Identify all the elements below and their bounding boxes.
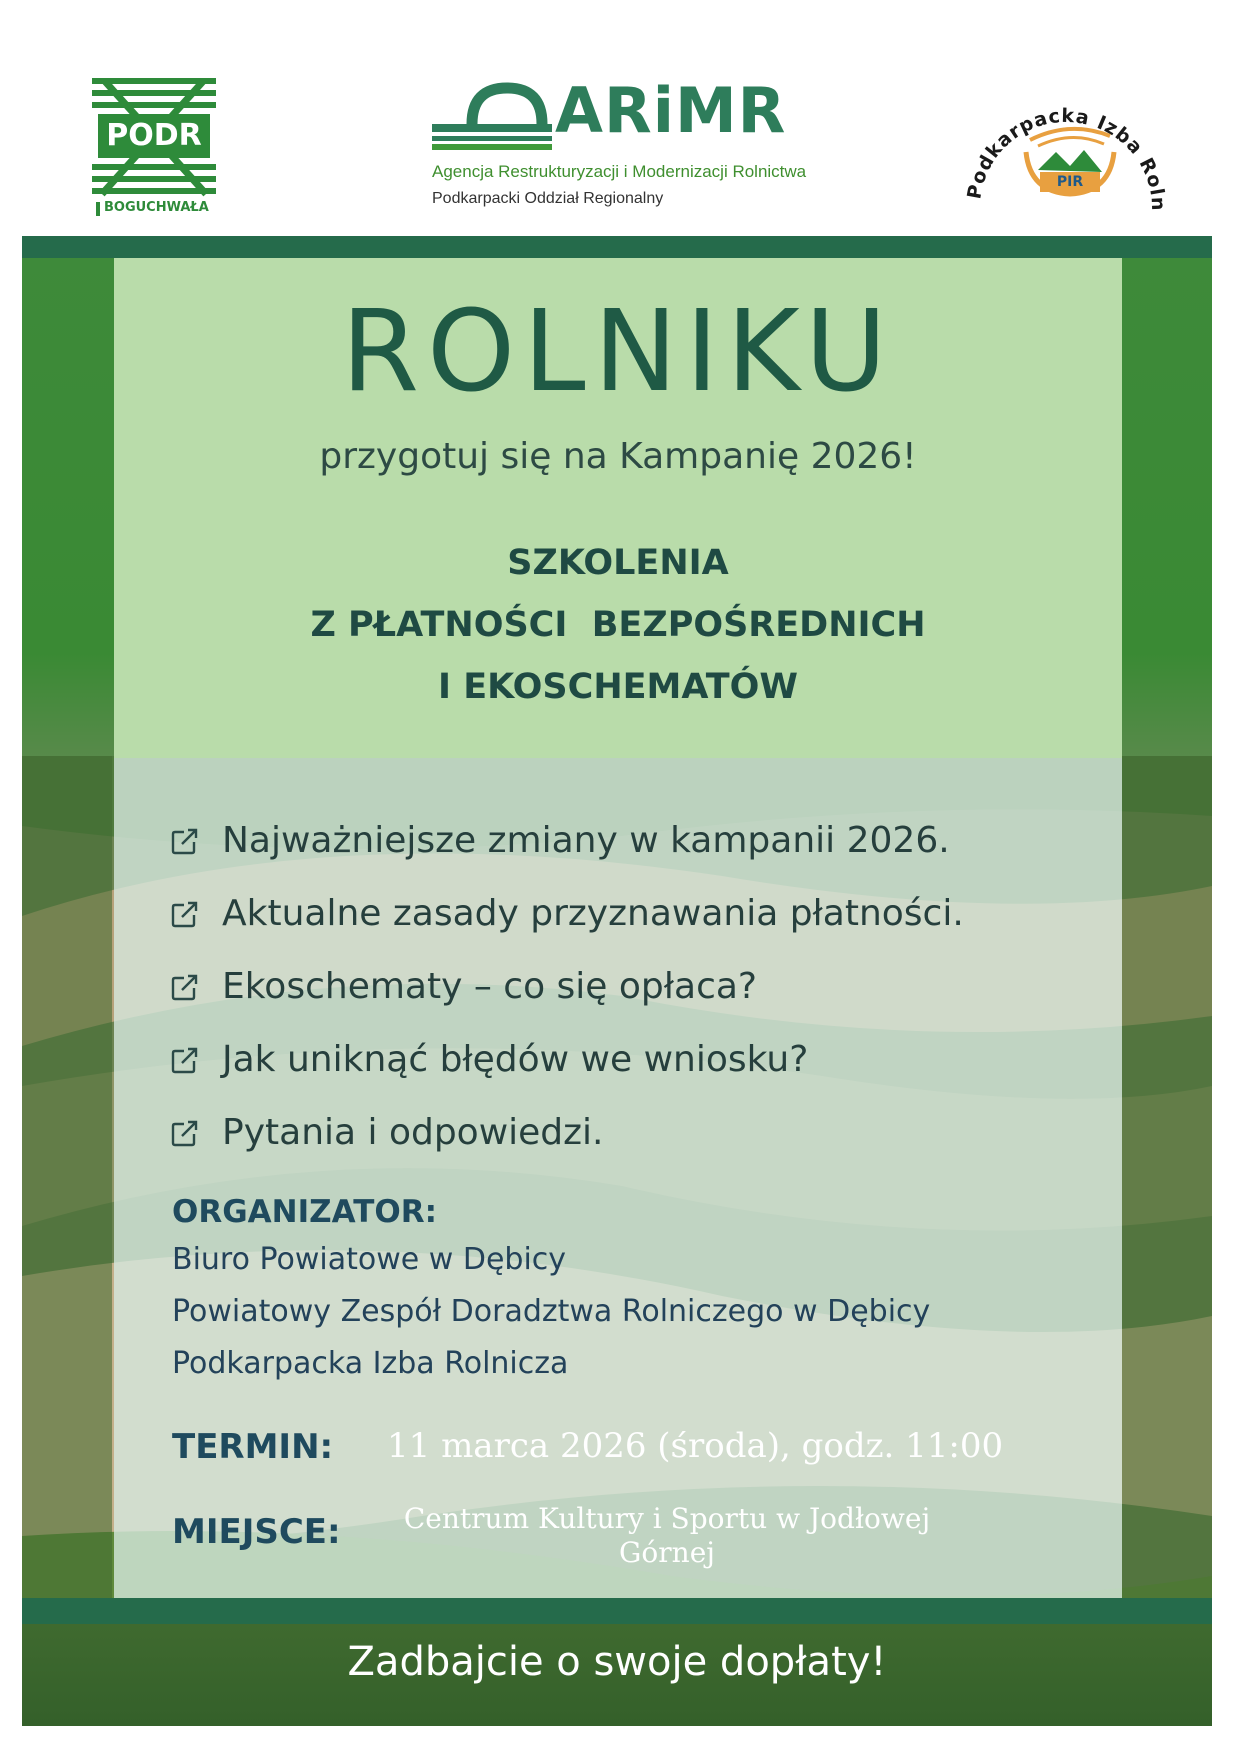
- date-label: TERMIN:: [172, 1427, 334, 1467]
- pir-emblem-icon: [960, 80, 1170, 220]
- training-line-3: I EKOSCHEMATÓW: [438, 667, 798, 707]
- topic-text: Najważniejsze zmiany w kampanii 2026.: [222, 820, 950, 861]
- organizer-item: Biuro Powiatowe w Dębicy: [172, 1242, 567, 1277]
- external-link-square-icon: [170, 826, 200, 856]
- arimr-emblem-icon: [432, 80, 557, 155]
- slogan: Zadbajcie o swoje dopłaty!: [347, 1639, 887, 1685]
- place-line-1: Centrum Kultury i Sportu w Jodłowej: [403, 1502, 931, 1535]
- podr-logo: [92, 78, 216, 218]
- top-band: [22, 236, 1212, 258]
- organizer-label: ORGANIZATOR:: [172, 1194, 437, 1230]
- pir-arc-text: Podkarpacka Izba Roln: [963, 104, 1170, 212]
- date-value: 11 marca 2026 (środa), godz. 11:00: [387, 1426, 1004, 1466]
- topic-list: [170, 804, 1110, 1169]
- external-link-square-icon: [170, 1045, 200, 1075]
- topic-item: [170, 1023, 1110, 1096]
- arimr-full-name: Agencja Restrukturyzacji i Modernizacji Rolnictwa: [432, 162, 807, 181]
- training-heading: [114, 532, 1122, 718]
- pir-logo: [960, 80, 1170, 220]
- external-link-square-icon: [170, 1118, 200, 1148]
- topic-text: Aktualne zasady przyznawania płatności.: [222, 893, 964, 934]
- place-line-2: Górnej: [619, 1536, 715, 1569]
- external-link-square-icon: [170, 972, 200, 1002]
- topic-item: [170, 877, 1110, 950]
- training-line-2: Z PŁATNOŚCI BEZPOŚREDNICH: [310, 605, 926, 645]
- poster-subtitle: przygotuj się na Kampanię 2026!: [319, 436, 917, 477]
- topic-item: [170, 1096, 1110, 1169]
- place-value: [367, 1502, 967, 1570]
- pir-abbr: PIR: [1040, 172, 1100, 192]
- training-line-1: SZKOLENIA: [507, 543, 729, 583]
- topic-text: Pytania i odpowiedzi.: [222, 1112, 604, 1153]
- podr-logo-name: PODR: [106, 118, 202, 153]
- poster: [22, 236, 1212, 1726]
- arimr-name: ARiMR: [555, 74, 787, 147]
- place-label: MIEJSCE:: [172, 1512, 341, 1552]
- bottom-band: [22, 1598, 1212, 1624]
- organizer-item: Podkarpacka Izba Rolnicza: [172, 1346, 569, 1381]
- arimr-logo: [430, 74, 850, 215]
- poster-title: ROLNIKU: [341, 287, 895, 417]
- topic-text: Ekoschematy – co się opłaca?: [222, 966, 758, 1007]
- topic-item: [170, 950, 1110, 1023]
- arimr-branch: Podkarpacki Oddział Regionalny: [432, 190, 664, 207]
- organizer-item: Powiatowy Zespół Doradztwa Rolniczego w Dębicy: [172, 1294, 931, 1329]
- external-link-square-icon: [170, 899, 200, 929]
- podr-logo-place: BOGUCHWAŁA: [104, 200, 209, 215]
- topic-item: [170, 804, 1110, 877]
- topic-text: Jak uniknąć błędów we wniosku?: [222, 1039, 809, 1080]
